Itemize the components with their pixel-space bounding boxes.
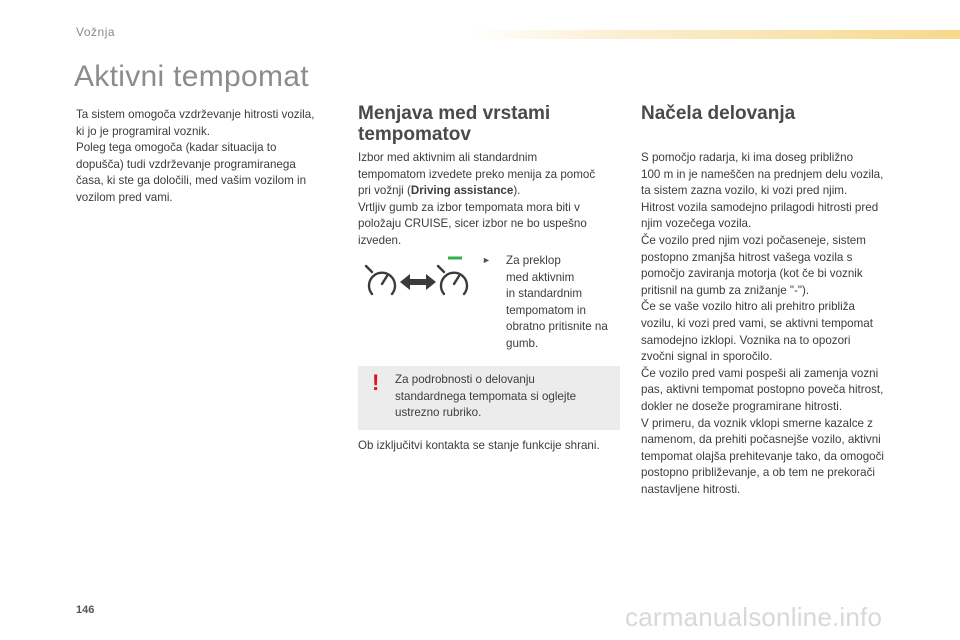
arrow-bullet-icon: ► <box>482 255 491 265</box>
principle-line: vozilu, ki vozi pred vami, se aktivni tempomat <box>641 316 873 330</box>
principle-line: Če vozilo pred vami pospeši ali zamenja vozni <box>641 366 879 380</box>
text: pri vožnji ( <box>358 184 411 198</box>
note-text <box>395 372 609 422</box>
bullet-line: Za preklop <box>506 254 561 267</box>
intro-line: vozilom pred vami. <box>76 190 173 204</box>
bullet-line: med aktivnim <box>506 270 575 284</box>
page-number: 146 <box>76 604 95 616</box>
principle-line: pas, aktivni tempomat postopno poveča hitrost, <box>641 383 884 397</box>
mode-switch-heading <box>358 103 550 145</box>
cruise-toggle-illustration <box>358 252 478 302</box>
intro-line: Ta sistem omogoča vzdrževanje hitrosti vozila, <box>76 108 315 121</box>
intro-line: časa, ki ste ga določili, med vašim vozilom in <box>76 174 307 188</box>
double-arrow-icon <box>400 274 436 290</box>
principle-line: nastavljene hitrosti. <box>641 482 741 496</box>
principle-line: Če se vaše vozilo hitro ali prehitro približa <box>641 300 855 314</box>
watermark: carmanualsonline.info <box>625 602 883 632</box>
principle-line: pomočjo zaviranja motorja (kot če bi voznik <box>641 267 863 281</box>
note-line: ustrezno rubriko. <box>395 406 482 420</box>
bullet-line: gumb. <box>506 336 539 350</box>
state-saved-note: Ob izključitvi kontakta se stanje funkcije shrani. <box>358 439 600 452</box>
principle-line: Če vozilo pred njim vozi počaseneje, sistem <box>641 233 866 247</box>
paragraph-line <box>358 183 622 200</box>
bullet-instruction <box>506 253 624 353</box>
intro-line: dopušča) tudi vzdrževanje programiranega <box>76 157 296 171</box>
principle-line: namenom, da prehiti počasnejše vozilo, aktivni <box>641 433 881 447</box>
principle-line: pritisnil na gumb za znižanje "-"). <box>641 283 810 297</box>
principle-line: 100 m in je nameščen na prednjem delu vozila, <box>641 167 884 181</box>
header-gradient-bar <box>470 30 960 39</box>
note-line: standardnega tempomata si oglejte <box>395 389 577 403</box>
intro-paragraph <box>76 107 338 207</box>
paragraph-line: tempomatom izvedete preko menija za pomoč <box>358 167 596 181</box>
paragraph-line: izveden. <box>358 233 402 247</box>
intro-line: Poleg tega omogoča (kadar situacija to <box>76 141 277 155</box>
principle-line: postopno zmanjša hitrost vašega vozila s <box>641 250 853 264</box>
principle-line: Hitrost vozila samodejno prilagodi hitrosti pred <box>641 200 879 214</box>
principle-line: zvočni signal in sporočilo. <box>641 350 773 364</box>
heading-line: tempomatov <box>358 124 471 145</box>
exclamation-warning-icon: ! <box>372 370 380 395</box>
mode-switch-paragraph <box>358 150 622 250</box>
paragraph-line: Vrtljiv gumb za izbor tempomata mora biti v <box>358 200 580 214</box>
paragraph-line: položaju CRUISE, sicer izbor ne bo uspešno <box>358 217 587 231</box>
principle-line: tempomat olajša prehitevanje tako, da omogoči <box>641 449 884 463</box>
section-label: Vožnja <box>76 25 116 39</box>
paragraph-line: Izbor med aktivnim ali standardnim <box>358 151 538 164</box>
principle-line: S pomočjo radarja, ki ima doseg približno <box>641 151 854 164</box>
principle-line: ta sistem zazna vozilo, ki vozi pred njim. <box>641 184 848 198</box>
standard-cruise-icon <box>366 266 395 294</box>
principle-line: dokler ne doseže programirane hitrosti. <box>641 399 843 413</box>
principle-line: njim vozečega vozila. <box>641 217 752 231</box>
bullet-line: tempomatom in <box>506 303 586 317</box>
principle-line: samodejno izklopi. Voznika na to opozori <box>641 333 851 347</box>
principle-paragraph <box>641 150 911 498</box>
principle-line: V primeru, da voznik vklopi smerne kazalce z <box>641 416 873 430</box>
intro-line: ki jo je programiral voznik. <box>76 124 211 138</box>
principle-heading: Načela delovanja <box>641 103 796 124</box>
heading-line: Menjava med vrstami <box>358 103 551 124</box>
active-cruise-icon <box>438 266 467 294</box>
page-title: Aktivni tempomat <box>74 60 309 93</box>
text: ). <box>513 184 521 198</box>
bullet-line: obratno pritisnite na <box>506 320 608 334</box>
driving-assistance-label: Driving assistance <box>410 184 514 198</box>
bullet-line: in standardnim <box>506 287 583 301</box>
principle-line: postopno približevanje, a ob tem ne prekorači <box>641 466 875 480</box>
note-box <box>358 366 620 430</box>
note-line: Za podrobnosti o delovanju <box>395 373 535 386</box>
